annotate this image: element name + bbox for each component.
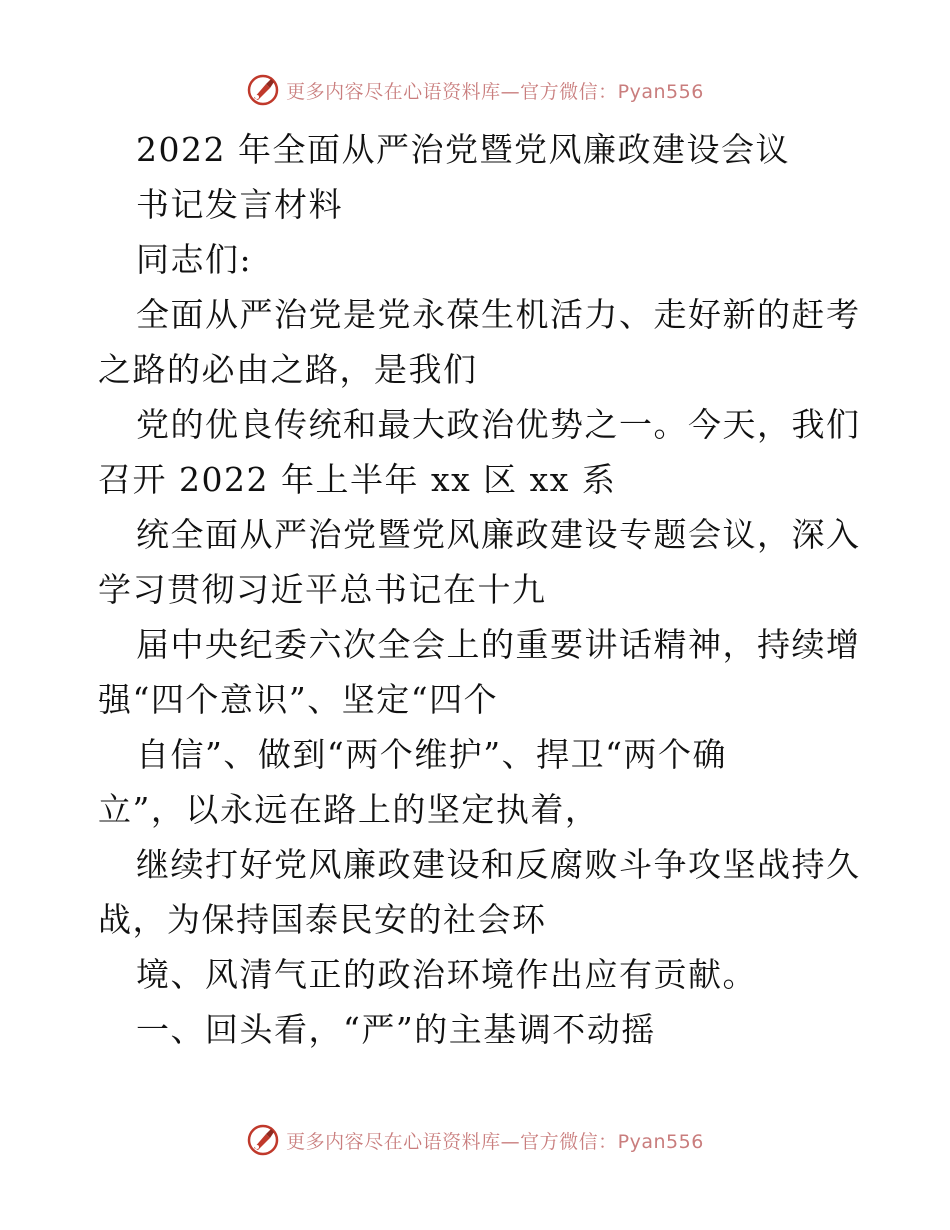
text-line: 立”，以永远在路上的坚定执着， [98, 790, 600, 829]
text-line: 一、回头看，“严”的主基调不动摇 [136, 1010, 656, 1049]
document-body [98, 122, 861, 1057]
text-line: 同志们: [136, 240, 253, 279]
pen-logo-icon [246, 73, 280, 107]
text-line: 学习贯彻习近平总书记在十九 [98, 570, 547, 609]
text-line: 2022 年全面从严治党暨党风廉政建设会议 [136, 130, 790, 169]
watermark-text: 更多内容尽在心语资料库—官方微信：Pyan556 [286, 80, 704, 103]
footer-watermark [0, 1120, 950, 1160]
text-line: 战，为保持国泰民安的社会环 [98, 900, 547, 939]
watermark-text: 更多内容尽在心语资料库—官方微信：Pyan556 [286, 1130, 704, 1153]
text-line: 统全面从严治党暨党风廉政建设专题会议，深入 [136, 515, 861, 554]
text-line: 强“四个意识”、坚定“四个 [98, 680, 499, 719]
text-line: 继续打好党风廉政建设和反腐败斗争攻坚战持久 [136, 845, 861, 884]
pen-logo-icon [246, 1123, 280, 1157]
text-line: 境、风清气正的政治环境作出应有贡献。 [136, 955, 757, 994]
text-line: 党的优良传统和最大政治优势之一。今天，我们 [136, 405, 861, 444]
text-line: 自信”、做到“两个维护”、捍卫“两个确 [136, 735, 727, 774]
header-watermark [0, 70, 950, 110]
text-line: 书记发言材料 [136, 185, 343, 224]
text-line: 届中央纪委六次全会上的重要讲话精神，持续增 [136, 625, 861, 664]
text-line: 之路的必由之路，是我们 [98, 350, 478, 389]
text-line: 全面从严治党是党永葆生机活力、走好新的赶考 [136, 295, 861, 334]
text-line: 召开 2022 年上半年 xx 区 xx 系 [98, 460, 617, 499]
